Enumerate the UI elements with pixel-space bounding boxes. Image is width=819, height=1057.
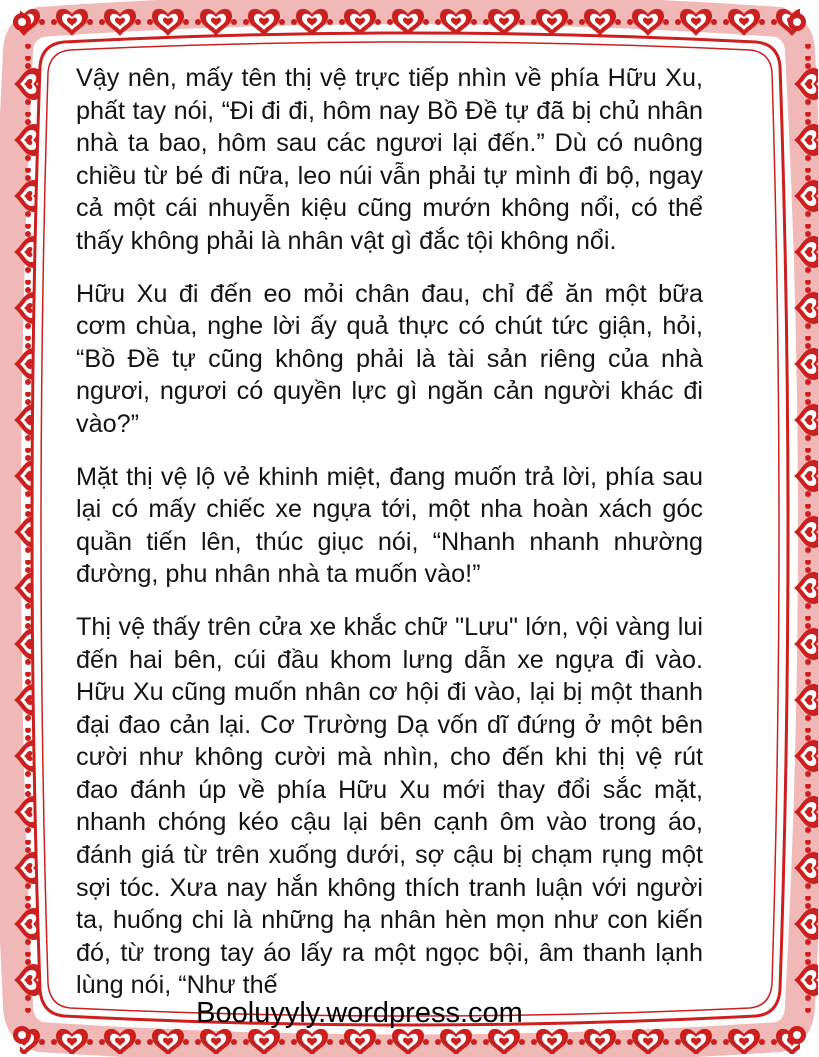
story-text [76, 62, 703, 1002]
paragraph-2: Hữu Xu đi đến eo mỏi chân đau, chỉ để ăn một bữa cơm chùa, nghe lời ấy quả thực có chút tức giận, hỏi, “Bồ Đề tự cũng không phải là tài sản riêng của nhà ngươi, ngươi có quyền lực gì ngăn cản người khác đi vào?” [76, 279, 703, 438]
paragraph-4: Thị vệ thấy trên cửa xe khắc chữ "Lưu" lớn, vội vàng lui đến hai bên, cúi đầu khom lưng dẫn xe ngựa đi vào. Hữu Xu cũng muốn nhân cơ hội đi vào, lại bị một thanh đại đao cản lại. Cơ Trường Dạ vốn dĩ đứng ở một bên cười như không cười mà nhìn, cho đến khi thị vệ rút đao đánh úp về phía Hữu Xu mới thay đổi sắc mặt, nhanh chóng kéo cậu lại bên cạnh ôm vào trong áo, đánh giá từ trên xuống dưới, sợ cậu bị chạm rụng một sợi tóc. Xưa nay hắn không thích tranh luận với người ta, huống chi là những hạ nhân hèn mọn như con kiến đó, từ trong tay áo lấy ra một ngọc bội, âm thanh lạnh lùng nói, “Như thế [76, 612, 703, 1000]
watermark-url: Booluyyly.wordpress.com [196, 997, 523, 1029]
paragraph-1: Vậy nên, mấy tên thị vệ trực tiếp nhìn về phía Hữu Xu, phất tay nói, “Đi đi đi, hôm nay Bồ Đề tự đã bị chủ nhân nhà ta bao, hôm sau các ngươi lại đến.” Dù có nuông chiều từ bé đi nữa, leo núi vẫn phải tự mình đi bộ, ngay cả một cái nhuyễn kiệu cũng mướn không nổi, có thể thấy không phải là nhân vật gì đắc tội không nổi. [76, 64, 703, 255]
paragraph-3: Mặt thị vệ lộ vẻ khinh miệt, đang muốn trả lời, phía sau lại có mấy chiếc xe ngựa tới, một nha hoàn xách góc quần tiến lên, thúc giục nói, “Nhanh nhanh nhường đường, phu nhân nhà ta muốn vào!” [76, 462, 703, 589]
